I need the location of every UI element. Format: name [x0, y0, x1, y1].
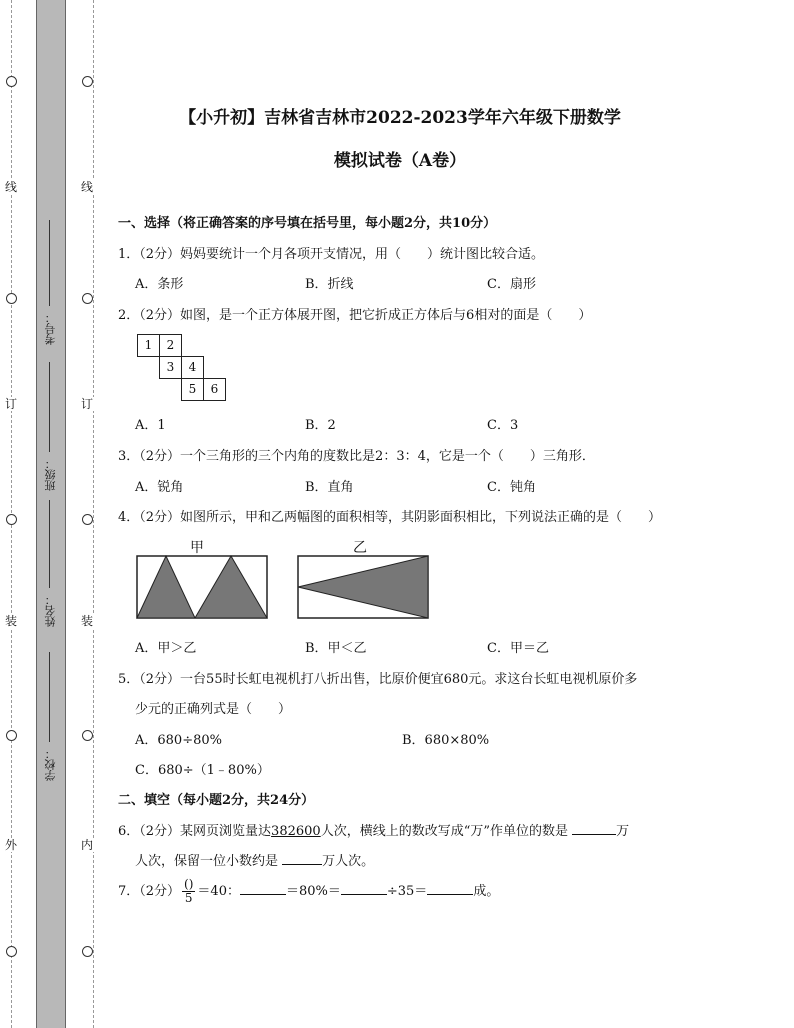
binding-hole — [82, 293, 93, 304]
question-text: 4．（2分）如图所示，甲和乙两幅图的面积相等，其阴影面积相比，下列说法正确的是（ ） — [118, 510, 662, 525]
net-face: 4 — [181, 356, 204, 379]
page-title: 【小升初】吉林省吉林市2022-2023学年六年级下册数学 — [179, 108, 621, 128]
outer-cut-char: 订 — [4, 397, 17, 411]
binding-hole — [82, 76, 93, 87]
figure-jia — [136, 555, 268, 619]
q6-line2-prefix: 人次，保留一位小数约是 — [135, 854, 279, 869]
binding-hole — [82, 730, 93, 741]
net-face: 3 — [159, 356, 182, 379]
figure-label-yi: 乙 — [353, 540, 367, 556]
q7-part3: ÷35＝ — [386, 884, 428, 899]
figure-yi — [297, 555, 429, 619]
option-b[interactable]: B．甲＜乙 — [305, 641, 367, 656]
q6-end: 万 — [616, 824, 630, 839]
option-a[interactable]: A．锐角 — [135, 480, 184, 495]
binding-hole — [82, 514, 93, 525]
question-text: 3．（2分）一个三角形的三个内角的度数比是2：3：4，它是一个（ ）三角形． — [118, 449, 595, 464]
net-face: 1 — [137, 334, 160, 357]
option-a[interactable]: A．680÷80% — [135, 733, 222, 748]
net-face: 2 — [159, 334, 182, 357]
option-a[interactable]: A．甲＞乙 — [135, 641, 197, 656]
question-text-cont — [135, 850, 374, 869]
net-face: 6 — [203, 378, 226, 401]
question-text: 1．（2分）妈妈要统计一个月各项开支情况，用（ ）统计图比较合适。 — [118, 247, 545, 262]
answer-blank[interactable] — [240, 882, 286, 895]
binding-hole — [6, 514, 17, 525]
inner-cut-char: 线 — [80, 180, 93, 194]
inner-cut-char: 内 — [80, 838, 93, 852]
class-blank[interactable] — [49, 362, 51, 452]
answer-blank[interactable] — [341, 882, 387, 895]
net-face: 5 — [181, 378, 204, 401]
option-a[interactable]: A．1 — [135, 418, 166, 433]
option-b[interactable]: B．折线 — [305, 277, 354, 292]
fraction-numerator[interactable]: () — [184, 877, 194, 891]
binding-strip — [36, 0, 66, 1028]
question-text — [118, 820, 629, 839]
q7-part1: ＝40： — [197, 884, 240, 899]
option-b[interactable]: B．680×80% — [402, 733, 490, 748]
binding-hole — [82, 946, 93, 957]
option-b[interactable]: B．直角 — [305, 480, 354, 495]
answer-blank[interactable] — [427, 882, 473, 895]
outer-cut-char: 装 — [4, 614, 17, 628]
option-c[interactable]: C．扇形 — [487, 277, 536, 292]
option-c[interactable]: C．680÷（1﹣80%） — [135, 763, 270, 778]
exam-number-blank[interactable] — [49, 220, 51, 306]
outer-cut-char: 线 — [4, 180, 17, 194]
option-a[interactable]: A．条形 — [135, 277, 184, 292]
inner-cut-char: 订 — [80, 397, 93, 411]
outer-cut-char: 外 — [4, 838, 17, 852]
answer-blank[interactable] — [572, 822, 616, 835]
q6-line2-end: 万人次。 — [322, 854, 375, 869]
fraction-denominator: 5 — [184, 891, 193, 905]
option-b[interactable]: B．2 — [305, 418, 336, 433]
school-blank[interactable] — [49, 652, 51, 742]
q7-prefix: 7．（2分） — [118, 884, 181, 899]
option-c[interactable]: C．钝角 — [487, 480, 536, 495]
question-text-cont: 少元的正确列式是（ ） — [135, 702, 292, 717]
option-c[interactable]: C．3 — [487, 418, 519, 433]
option-c[interactable]: C．甲＝乙 — [487, 641, 549, 656]
binding-hole — [6, 946, 17, 957]
name-blank[interactable] — [49, 500, 51, 588]
q6-prefix: 6．（2分）某网页浏览量达 — [118, 824, 272, 839]
binding-hole — [6, 76, 17, 87]
figure-label-jia: 甲 — [190, 540, 204, 556]
cube-net — [137, 334, 225, 400]
inner-cut-char: 装 — [80, 614, 93, 628]
binding-hole — [6, 730, 17, 741]
name-label: 姓名： — [44, 594, 57, 627]
q7-part2: ＝80%＝ — [285, 884, 341, 899]
fraction — [182, 878, 195, 905]
q7-part4: 成。 — [473, 884, 500, 899]
question-text — [118, 878, 499, 905]
q6-middle: 人次，横线上的数改写成“万”作单位的数是 — [320, 824, 568, 839]
section-heading: 一、选择（将正确答案的序号填在括号里，每小题2分，共10分） — [118, 216, 497, 231]
inner-dashed-line — [93, 0, 95, 1028]
answer-blank[interactable] — [282, 852, 322, 865]
q6-number: 382600 — [271, 824, 321, 839]
school-label: 学校： — [44, 748, 57, 781]
exam-number-label: 考号： — [44, 312, 57, 345]
class-label: 班级： — [44, 458, 57, 491]
binding-hole — [6, 293, 17, 304]
question-text: 5．（2分）一台55时长虹电视机打八折出售，比原价便宜680元。求这台长虹电视机原价多 — [118, 672, 638, 687]
section-heading: 二、填空（每小题2分，共24分） — [118, 793, 315, 808]
question-text: 2．（2分）如图，是一个正方体展开图，把它折成正方体后与6相对的面是（ ） — [118, 308, 592, 323]
page-subtitle: 模拟试卷（A卷） — [333, 151, 467, 171]
